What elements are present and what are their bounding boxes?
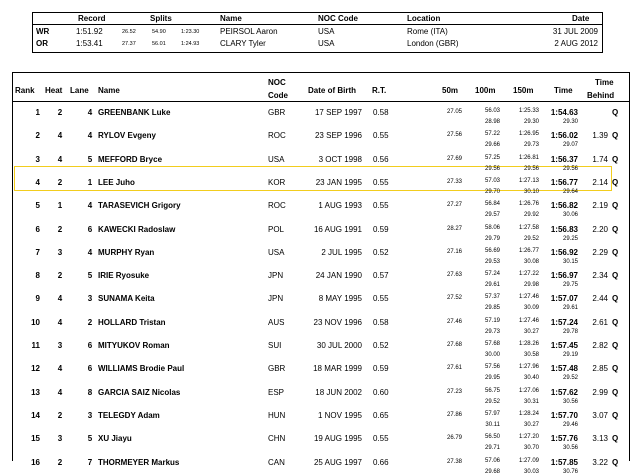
final-time: 1:56.77	[550, 178, 578, 187]
final-time: 1:56.02	[550, 131, 578, 140]
lane: 3	[87, 294, 93, 303]
lap-split-100m: 29.95	[484, 375, 500, 381]
lap-split-100m: 29.56	[484, 166, 500, 172]
reaction-time: 0.52	[373, 248, 389, 257]
athlete-name: KAWECKI Radoslaw	[98, 225, 176, 234]
noc-code: GBR	[268, 364, 286, 373]
reaction-time: 0.55	[373, 178, 389, 187]
date-of-birth: 23 JAN 1995	[315, 178, 362, 187]
lap-split-150m: 30.10	[523, 189, 539, 195]
noc-code: KOR	[268, 178, 286, 187]
split-100m: 56.84	[484, 201, 500, 207]
reaction-time: 0.59	[373, 225, 389, 234]
split-100m: 56.69	[484, 248, 500, 254]
date-of-birth: 8 MAY 1995	[318, 294, 362, 303]
time-behind: 2.61	[592, 318, 608, 327]
split-50m: 27.61	[446, 365, 462, 371]
athlete-name: RYLOV Evgeny	[98, 131, 156, 140]
split-50m: 27.69	[446, 156, 462, 162]
lap-split-200m: 29.78	[562, 329, 578, 335]
time-behind: 2.29	[592, 248, 608, 257]
col-header-heat: Heat	[45, 86, 63, 95]
reaction-time: 0.65	[373, 411, 389, 420]
split-50m: 27.16	[446, 249, 462, 255]
rank: 13	[31, 388, 40, 397]
reaction-time: 0.59	[373, 364, 389, 373]
record-split-50: 26.52	[122, 29, 136, 35]
time-behind: 2.44	[592, 294, 608, 303]
record-date: 2 AUG 2012	[554, 39, 598, 48]
athlete-name: SUNAMA Keita	[98, 294, 155, 303]
lap-split-150m: 29.52	[523, 236, 539, 242]
lap-split-200m: 29.07	[562, 142, 578, 148]
rank: 15	[31, 434, 40, 443]
split-100m: 57.37	[484, 294, 500, 300]
lane: 5	[87, 271, 93, 280]
athlete-name: XU Jiayu	[98, 434, 132, 443]
date-of-birth: 30 JUL 2000	[316, 341, 362, 350]
athlete-name: THORMEYER Markus	[98, 458, 180, 467]
time-behind: 3.07	[592, 411, 608, 420]
reaction-time: 0.55	[373, 294, 389, 303]
record-location: London (GBR)	[407, 39, 459, 48]
rank: 3	[35, 155, 40, 164]
lap-split-200m: 29.64	[562, 189, 578, 195]
final-time: 1:56.92	[550, 248, 578, 257]
heat: 4	[57, 364, 63, 373]
rank: 2	[35, 131, 40, 140]
heat: 4	[57, 155, 63, 164]
lap-split-200m: 30.56	[562, 399, 578, 405]
record-type: OR	[36, 39, 48, 48]
lane: 8	[87, 388, 93, 397]
split-50m: 27.56	[446, 132, 462, 138]
record-location: Rome (ITA)	[407, 27, 448, 36]
noc-code: JPN	[268, 271, 284, 280]
lap-split-150m: 29.92	[523, 212, 539, 218]
athlete-name: TELEGDY Adam	[98, 411, 160, 420]
record-time: 1:53.41	[76, 39, 103, 48]
rank: 6	[35, 225, 40, 234]
reaction-time: 0.55	[373, 434, 389, 443]
lap-split-150m: 30.40	[523, 375, 539, 381]
split-100m: 57.06	[484, 458, 500, 464]
reaction-time: 0.58	[373, 108, 389, 117]
time-behind: 1.74	[592, 155, 608, 164]
date-of-birth: 18 MAR 1999	[313, 364, 362, 373]
final-time: 1:56.37	[550, 155, 578, 164]
col-header-time-behind-2: Behind	[587, 91, 615, 100]
heat: 4	[57, 318, 63, 327]
qualified-mark: Q	[612, 434, 619, 443]
date-of-birth: 25 AUG 1997	[313, 458, 362, 467]
time-behind: 3.22	[592, 458, 608, 467]
athlete-name: MEFFORD Bryce	[98, 155, 163, 164]
col-header-rank: Rank	[15, 86, 35, 95]
heat: 2	[57, 271, 63, 280]
records-header-noc: NOC Code	[318, 14, 358, 23]
final-time: 1:57.85	[550, 458, 578, 467]
lap-split-150m: 30.03	[523, 469, 539, 475]
rank: 16	[31, 458, 40, 467]
time-behind: 2.20	[592, 225, 608, 234]
split-150m: 1:27.46	[518, 294, 539, 300]
col-header-dob: Date of Birth	[308, 86, 356, 95]
time-behind: 2.34	[592, 271, 608, 280]
heat: 2	[57, 108, 63, 117]
heat: 3	[57, 434, 63, 443]
split-50m: 27.46	[446, 319, 462, 325]
record-type: WR	[36, 27, 50, 36]
split-150m: 1:27.58	[518, 225, 539, 231]
rank: 1	[35, 108, 40, 117]
noc-code: POL	[268, 225, 285, 234]
heat: 4	[57, 388, 63, 397]
lap-split-150m: 30.31	[523, 399, 539, 405]
qualified-mark: Q	[612, 155, 619, 164]
final-time: 1:57.70	[550, 411, 578, 420]
noc-code: AUS	[268, 318, 285, 327]
lap-split-150m: 29.98	[523, 282, 539, 288]
split-150m: 1:27.06	[518, 388, 539, 394]
reaction-time: 0.55	[373, 201, 389, 210]
record-date: 31 JUL 2009	[552, 27, 598, 36]
heat: 4	[57, 131, 63, 140]
lap-split-100m: 29.52	[484, 399, 500, 405]
qualified-mark: Q	[612, 294, 619, 303]
lane: 6	[87, 341, 93, 350]
qualified-mark: Q	[612, 318, 619, 327]
final-time: 1:57.24	[550, 318, 578, 327]
qualified-mark: Q	[612, 131, 619, 140]
lane: 5	[87, 434, 93, 443]
split-50m: 27.23	[446, 389, 462, 395]
final-time: 1:56.97	[550, 271, 578, 280]
lane: 5	[87, 155, 93, 164]
final-time: 1:57.76	[550, 434, 578, 443]
col-header-150m: 150m	[513, 86, 534, 95]
reaction-time: 0.66	[373, 458, 389, 467]
date-of-birth: 3 OCT 1998	[318, 155, 362, 164]
lap-split-200m: 29.30	[562, 119, 578, 125]
athlete-name: WILLIAMS Brodie Paul	[98, 364, 185, 373]
split-100m: 57.22	[484, 131, 500, 137]
date-of-birth: 1 NOV 1995	[317, 411, 362, 420]
split-150m: 1:27.46	[518, 318, 539, 324]
lap-split-150m: 30.58	[523, 352, 539, 358]
final-time: 1:57.45	[550, 341, 578, 350]
lap-split-100m: 29.71	[484, 445, 500, 451]
split-150m: 1:26.77	[518, 248, 539, 254]
lap-split-200m: 30.06	[562, 212, 578, 218]
lap-split-200m: 30.56	[562, 445, 578, 451]
final-time: 1:56.82	[550, 201, 578, 210]
date-of-birth: 18 JUN 2002	[315, 388, 362, 397]
lane: 6	[87, 364, 93, 373]
rank: 4	[35, 178, 40, 187]
lane: 6	[87, 225, 93, 234]
split-50m: 27.68	[446, 342, 462, 348]
lap-split-150m: 29.30	[523, 119, 539, 125]
split-100m: 57.25	[484, 155, 500, 161]
reaction-time: 0.57	[373, 271, 389, 280]
lap-split-150m: 29.56	[523, 166, 539, 172]
lap-split-200m: 29.25	[562, 236, 578, 242]
lap-split-150m: 30.27	[523, 422, 539, 428]
heat: 1	[57, 201, 63, 210]
reaction-time: 0.58	[373, 318, 389, 327]
lap-split-150m: 30.09	[523, 305, 539, 311]
records-header-splits: Splits	[150, 14, 172, 23]
athlete-name: GARCIA SAIZ Nicolas	[98, 388, 181, 397]
noc-code: USA	[268, 248, 285, 257]
final-time: 1:57.62	[550, 388, 578, 397]
split-50m: 26.79	[446, 435, 462, 441]
lane: 4	[87, 108, 93, 117]
split-100m: 57.56	[484, 364, 500, 370]
split-150m: 1:27.20	[518, 434, 539, 440]
heat: 2	[57, 178, 63, 187]
records-header-date: Date	[572, 14, 590, 23]
noc-code: ESP	[268, 388, 285, 397]
lap-split-100m: 28.98	[484, 119, 500, 125]
record-split-50: 27.37	[122, 41, 136, 47]
time-behind: 1.39	[592, 131, 608, 140]
split-50m: 27.52	[446, 295, 462, 301]
lane: 2	[87, 318, 93, 327]
lap-split-200m: 29.75	[562, 282, 578, 288]
split-100m: 57.24	[484, 271, 500, 277]
records-header-name: Name	[220, 14, 242, 23]
lane: 4	[87, 248, 93, 257]
heat: 3	[57, 248, 63, 257]
noc-code: ROC	[268, 201, 286, 210]
lap-split-200m: 29.52	[562, 375, 578, 381]
lane: 3	[87, 411, 93, 420]
records-header-location: Location	[407, 14, 441, 23]
split-100m: 57.97	[484, 411, 500, 417]
qualified-mark: Q	[612, 271, 619, 280]
record-split-150: 1:23.30	[181, 29, 200, 35]
qualified-mark: Q	[612, 248, 619, 257]
lap-split-150m: 29.73	[523, 142, 539, 148]
lap-split-100m: 29.53	[484, 259, 500, 265]
athlete-name: MITYUKOV Roman	[98, 341, 170, 350]
qualified-mark: Q	[612, 364, 619, 373]
lap-split-100m: 29.79	[484, 236, 500, 242]
split-150m: 1:26.76	[518, 201, 539, 207]
date-of-birth: 23 SEP 1996	[314, 131, 362, 140]
date-of-birth: 1 AUG 1993	[318, 201, 362, 210]
lap-split-100m: 29.61	[484, 282, 500, 288]
noc-code: SUI	[268, 341, 282, 350]
heat: 2	[57, 411, 63, 420]
lap-split-100m: 29.57	[484, 212, 500, 218]
qualified-mark: Q	[612, 225, 619, 234]
split-150m: 1:25.33	[518, 108, 539, 114]
heat: 2	[57, 458, 63, 467]
lap-split-200m: 29.56	[562, 166, 578, 172]
records-header-divider	[32, 24, 603, 25]
split-100m: 56.50	[484, 434, 500, 440]
athlete-name: MURPHY Ryan	[98, 248, 155, 257]
noc-code: USA	[268, 155, 285, 164]
date-of-birth: 19 AUG 1995	[313, 434, 362, 443]
lap-split-200m: 29.61	[562, 305, 578, 311]
athlete-name: GREENBANK Luke	[98, 108, 171, 117]
col-header-time-behind-1: Time	[595, 78, 614, 87]
record-split-150: 1:24.93	[181, 41, 200, 47]
time-behind: 2.99	[592, 388, 608, 397]
split-50m: 27.33	[446, 179, 462, 185]
split-100m: 58.06	[484, 225, 500, 231]
col-header-rt: R.T.	[372, 86, 387, 95]
split-150m: 1:27.96	[518, 364, 539, 370]
split-50m: 27.38	[446, 459, 462, 465]
split-150m: 1:27.22	[518, 271, 539, 277]
lap-split-100m: 29.66	[484, 142, 500, 148]
qualified-mark: Q	[612, 458, 619, 467]
qualified-mark: Q	[612, 108, 619, 117]
split-50m: 27.27	[446, 202, 462, 208]
time-behind: 2.85	[592, 364, 608, 373]
lane: 7	[87, 458, 93, 467]
split-100m: 56.75	[484, 388, 500, 394]
lap-split-150m: 30.08	[523, 259, 539, 265]
athlete-name: TARASEVICH Grigory	[98, 201, 181, 210]
rank: 12	[31, 364, 40, 373]
qualified-mark: Q	[612, 388, 619, 397]
date-of-birth: 17 SEP 1997	[314, 108, 362, 117]
col-header-noc: NOC	[268, 78, 286, 87]
col-header-50m: 50m	[442, 86, 459, 95]
col-header-time: Time	[554, 86, 573, 95]
lap-split-100m: 30.00	[484, 352, 500, 358]
lap-split-200m: 29.46	[562, 422, 578, 428]
lap-split-200m: 30.15	[562, 259, 578, 265]
athlete-name: HOLLARD Tristan	[98, 318, 166, 327]
final-time: 1:54.63	[550, 108, 578, 117]
qualified-mark: Q	[612, 341, 619, 350]
record-time: 1:51.92	[76, 27, 103, 36]
noc-code: CAN	[268, 458, 285, 467]
split-150m: 1:28.24	[518, 411, 539, 417]
final-time: 1:56.83	[550, 225, 578, 234]
col-header-100m: 100m	[475, 86, 496, 95]
col-header-code: Code	[268, 91, 288, 100]
rank: 11	[31, 341, 40, 350]
record-name: CLARY Tyler	[220, 39, 266, 48]
record-noc: USA	[318, 27, 335, 36]
qualified-mark: Q	[612, 201, 619, 210]
lane: 4	[87, 131, 93, 140]
noc-code: CHN	[268, 434, 286, 443]
time-behind: 2.19	[592, 201, 608, 210]
time-behind: 2.14	[592, 178, 608, 187]
lap-split-100m: 29.70	[484, 189, 500, 195]
final-time: 1:57.07	[550, 294, 578, 303]
rank: 5	[35, 201, 40, 210]
rank: 7	[35, 248, 40, 257]
lap-split-100m: 29.68	[484, 469, 500, 475]
record-split-100: 56.01	[152, 41, 166, 47]
date-of-birth: 16 AUG 1991	[313, 225, 362, 234]
split-50m: 27.63	[446, 272, 462, 278]
record-split-100: 54.90	[152, 29, 166, 35]
time-behind: 3.13	[592, 434, 608, 443]
rank: 9	[35, 294, 40, 303]
split-150m: 1:26.95	[518, 131, 539, 137]
split-100m: 57.68	[484, 341, 500, 347]
final-time: 1:57.48	[550, 364, 578, 373]
lap-split-200m: 30.76	[562, 469, 578, 475]
noc-code: HUN	[268, 411, 286, 420]
split-150m: 1:27.13	[518, 178, 539, 184]
qualified-mark: Q	[612, 178, 619, 187]
qualified-mark: Q	[612, 411, 619, 420]
rank: 8	[35, 271, 40, 280]
split-150m: 1:28.26	[518, 341, 539, 347]
reaction-time: 0.56	[373, 155, 389, 164]
noc-code: ROC	[268, 131, 286, 140]
reaction-time: 0.52	[373, 341, 389, 350]
lane: 1	[87, 178, 93, 187]
heat: 2	[57, 225, 63, 234]
heat: 4	[57, 294, 63, 303]
reaction-time: 0.60	[373, 388, 389, 397]
rank: 10	[31, 318, 40, 327]
lap-split-200m: 29.19	[562, 352, 578, 358]
split-50m: 27.05	[446, 109, 462, 115]
reaction-time: 0.55	[373, 131, 389, 140]
split-100m: 57.03	[484, 178, 500, 184]
results-header-divider	[12, 101, 630, 102]
split-150m: 1:27.09	[518, 458, 539, 464]
col-header-lane: Lane	[70, 86, 89, 95]
lap-split-100m: 30.11	[485, 422, 500, 428]
split-150m: 1:26.81	[518, 155, 539, 161]
lap-split-100m: 29.73	[484, 329, 500, 335]
date-of-birth: 23 NOV 1996	[313, 318, 362, 327]
lap-split-150m: 30.27	[523, 329, 539, 335]
rank: 14	[31, 411, 40, 420]
noc-code: JPN	[268, 294, 284, 303]
heat: 3	[57, 341, 63, 350]
lap-split-100m: 29.85	[484, 305, 500, 311]
split-100m: 56.03	[484, 108, 500, 114]
split-100m: 57.19	[484, 318, 500, 324]
athlete-name: LEE Juho	[98, 178, 135, 187]
date-of-birth: 24 JAN 1990	[315, 271, 362, 280]
split-50m: 28.27	[446, 226, 462, 232]
date-of-birth: 2 JUL 1995	[321, 248, 362, 257]
split-50m: 27.86	[446, 412, 462, 418]
record-name: PEIRSOL Aaron	[220, 27, 278, 36]
noc-code: GBR	[268, 108, 286, 117]
lap-split-150m: 30.70	[523, 445, 539, 451]
record-noc: USA	[318, 39, 335, 48]
lane: 4	[87, 201, 93, 210]
records-header-record: Record	[78, 14, 106, 23]
col-header-name: Name	[98, 86, 120, 95]
time-behind: 2.82	[592, 341, 608, 350]
athlete-name: IRIE Ryosuke	[98, 271, 150, 280]
